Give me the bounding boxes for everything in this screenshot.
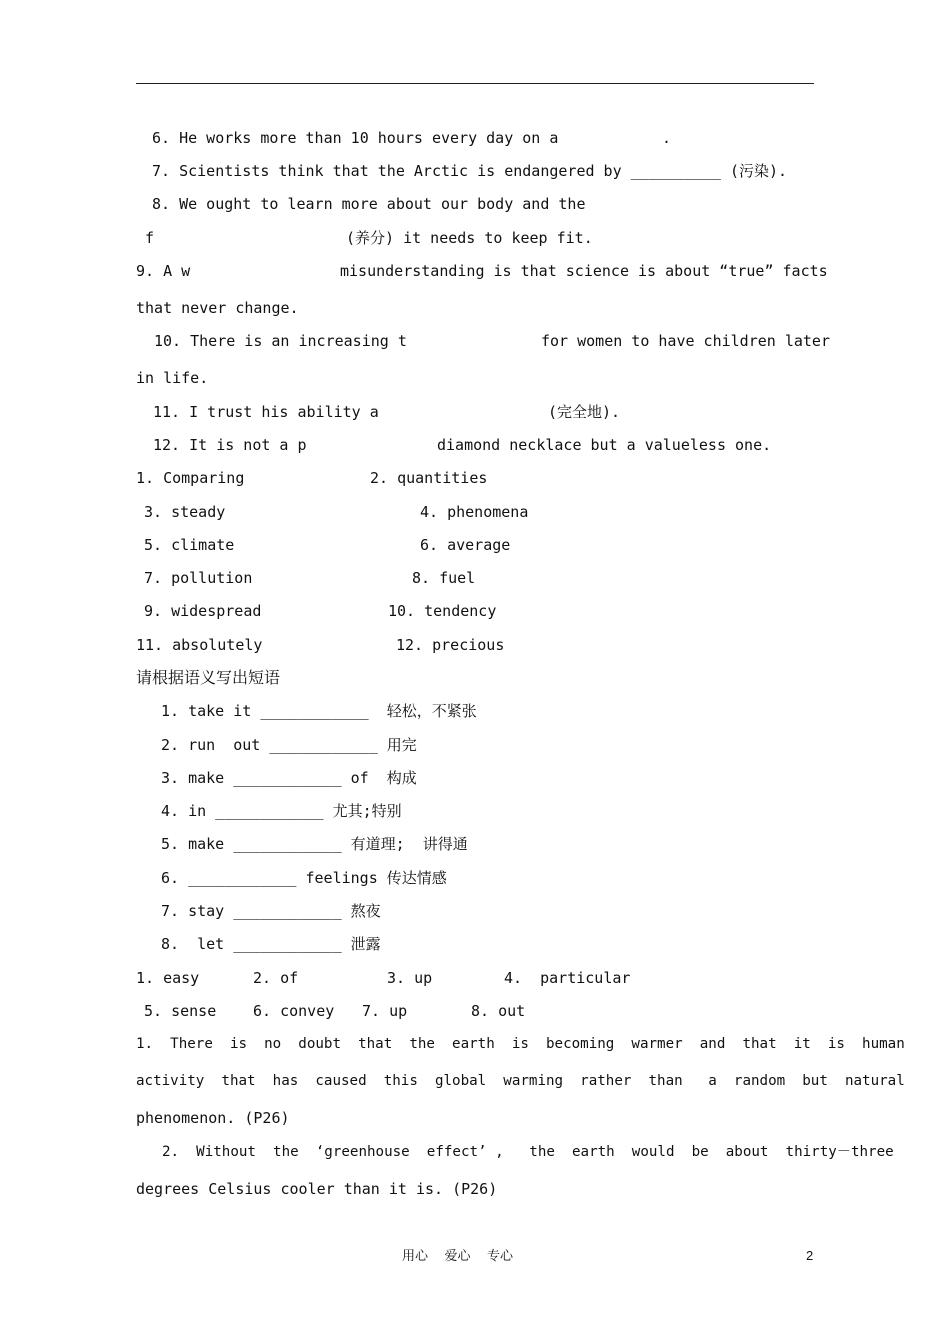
- page-number: 2: [806, 1248, 814, 1263]
- phrase-3: 3. make ____________ of 构成: [161, 769, 417, 787]
- phrase-4: 4. in ____________ 尤其;特别: [161, 802, 402, 820]
- phrase-5: 5. make ____________ 有道理; 讲得通: [161, 835, 468, 853]
- question-7: 7. Scientists think that the Arctic is endangered by __________ (污染).: [152, 162, 788, 180]
- phrase-answer-7: 7. up: [362, 1002, 408, 1020]
- question-12: 12. It is not a p: [153, 436, 307, 454]
- question-10: 10. There is an increasing t: [154, 332, 407, 350]
- phrase-7: 7. stay ____________ 熬夜: [161, 902, 381, 920]
- question-10-end: for women to have children later: [541, 332, 830, 350]
- sentence-2-line-2: degrees Celsius cooler than it is. (P26): [136, 1180, 498, 1198]
- phrase-answer-5: 5. sense: [144, 1002, 217, 1020]
- sentence-1-line-2: activity that has caused this global warming rather than a random but natural: [136, 1073, 905, 1089]
- question-6: 6. He works more than 10 hours every day on a: [152, 129, 559, 147]
- phrase-1: 1. take it ____________ 轻松，不紧张: [161, 702, 477, 720]
- phrase-answer-1: 1. easy: [136, 969, 200, 987]
- phrase-section-heading: 请根据语义写出短语: [136, 668, 281, 687]
- question-12-end: diamond necklace but a valueless one.: [437, 436, 772, 454]
- header-rule: [136, 83, 814, 84]
- question-11: 11. I trust his ability a: [153, 403, 379, 421]
- answer-1: 1. Comparing: [136, 469, 245, 487]
- answer-9: 9. widespread: [144, 602, 262, 620]
- phrase-answer-6: 6. convey: [253, 1002, 335, 1020]
- phrase-answer-2: 2. of: [253, 969, 299, 987]
- question-8-end: (养分) it needs to keep fit.: [346, 229, 593, 247]
- phrase-answer-3: 3. up: [387, 969, 433, 987]
- phrase-2: 2. run out ____________ 用完: [161, 736, 417, 754]
- sentence-2-line-1: 2. Without the ‘greenhouse effect’ , the earth would be about thirty－three: [162, 1144, 894, 1160]
- question-10-continued: in life.: [136, 369, 209, 387]
- question-8-blank-start: f: [145, 229, 155, 247]
- phrase-6: 6. ____________ feelings 传达情感: [161, 869, 447, 887]
- answer-4: 4. phenomena: [420, 503, 529, 521]
- answer-7: 7. pollution: [144, 569, 253, 587]
- answer-11: 11. absolutely: [136, 636, 263, 654]
- phrase-8: 8. let ____________ 泄露: [161, 935, 381, 953]
- question-9-continued: that never change.: [136, 299, 299, 317]
- question-8: 8. We ought to learn more about our body and the: [152, 195, 586, 213]
- question-6-period: .: [662, 129, 672, 147]
- question-9: 9. A w: [136, 262, 191, 280]
- phrase-answer-4: 4. particular: [504, 969, 631, 987]
- answer-3: 3. steady: [144, 503, 226, 521]
- sentence-1-line-1: 1. There is no doubt that the earth is becoming warmer and that it is human: [136, 1036, 905, 1052]
- answer-8: 8. fuel: [412, 569, 476, 587]
- answer-12: 12. precious: [396, 636, 505, 654]
- answer-6: 6. average: [420, 536, 511, 554]
- footer-motto: 用心 爱心 专心: [402, 1249, 514, 1264]
- sentence-1-line-3: phenomenon. (P26): [136, 1109, 290, 1127]
- answer-5: 5. climate: [144, 536, 235, 554]
- question-11-end: (完全地).: [548, 403, 621, 421]
- phrase-answer-8: 8. out: [471, 1002, 526, 1020]
- answer-10: 10. tendency: [388, 602, 497, 620]
- answer-2: 2. quantities: [370, 469, 488, 487]
- question-9-end: misunderstanding is that science is about “true” facts: [340, 262, 828, 280]
